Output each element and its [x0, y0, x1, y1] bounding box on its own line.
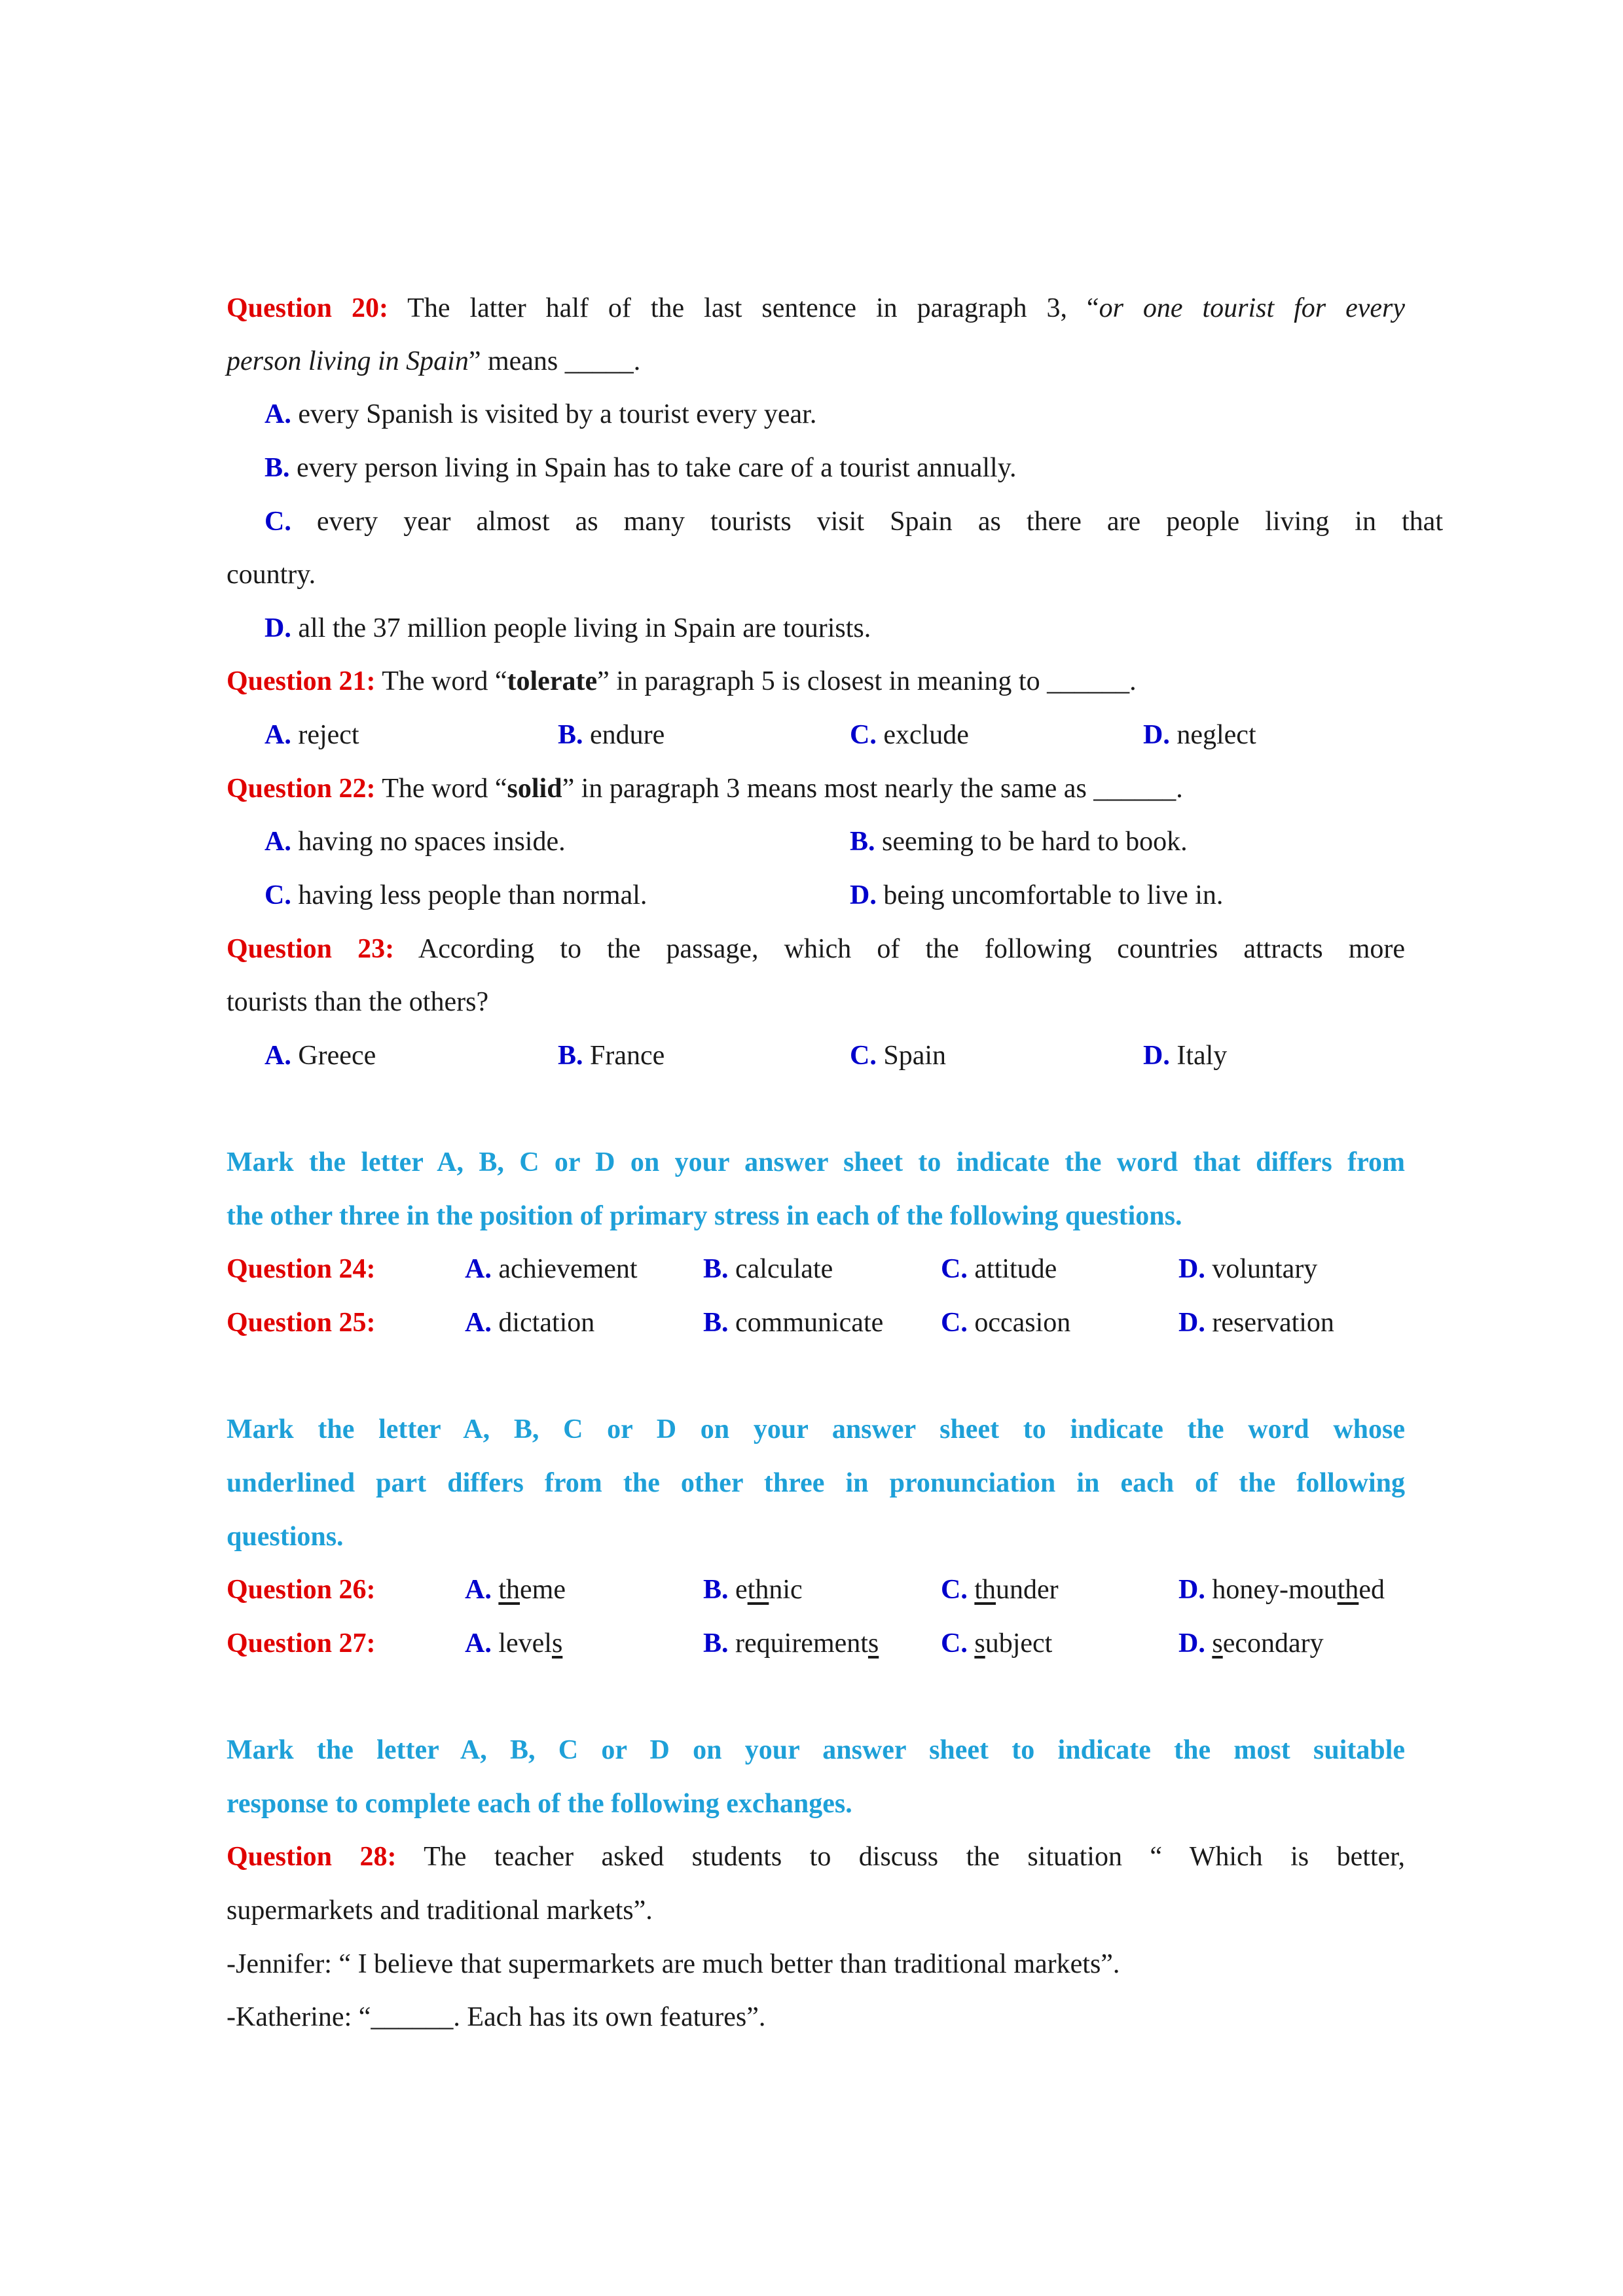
question-22-option-b[interactable]: B. seeming to be hard to book. — [850, 827, 1188, 857]
question-22-label: Question 22: — [227, 774, 376, 804]
question-21-option-b[interactable]: B. endure — [558, 720, 665, 750]
question-24-option-a[interactable]: A. achievement — [465, 1254, 638, 1284]
question-27-option-b[interactable]: B. requirements — [703, 1628, 879, 1659]
question-26-label: Question 26: — [227, 1575, 376, 1605]
question-27-option-c[interactable]: C. subject — [941, 1628, 1053, 1659]
question-27-option-d[interactable]: D. secondary — [1178, 1628, 1324, 1659]
question-25-label: Question 25: — [227, 1308, 376, 1338]
question-24-label: Question 24: — [227, 1254, 376, 1284]
question-20-option-a[interactable]: A. every Spanish is visited by a tourist every year. — [264, 399, 817, 429]
question-22-option-c[interactable]: C. having less people than normal. — [264, 880, 647, 910]
question-20-option-c[interactable]: C. every year almost as many tourists visit Spain as there are people living in that — [264, 507, 1443, 537]
question-21-label: Question 21: — [227, 666, 376, 696]
instruction-stress-line-2: the other three in the position of primary stress in each of the following questions. — [227, 1201, 1182, 1231]
question-22-option-a[interactable]: A. having no spaces inside. — [264, 827, 566, 857]
question-24-option-b[interactable]: B. calculate — [703, 1254, 833, 1284]
question-23-option-c[interactable]: C. Spain — [850, 1041, 947, 1071]
question-24-option-d[interactable]: D. voluntary — [1178, 1254, 1318, 1284]
question-25-option-d[interactable]: D. reservation — [1178, 1308, 1334, 1338]
question-24-option-c[interactable]: C. attitude — [941, 1254, 1057, 1284]
question-26-option-a[interactable]: A. theme — [465, 1575, 566, 1605]
question-20-option-b[interactable]: B. every person living in Spain has to take care of a tourist annually. — [264, 453, 1017, 483]
question-23-option-d[interactable]: D. Italy — [1143, 1041, 1228, 1071]
instruction-pronunciation-line-1: Mark the letter A, B, C or D on your answer sheet to indicate the word whose — [227, 1414, 1405, 1444]
question-28-label: Question 28: — [227, 1842, 397, 1872]
question-21-option-d[interactable]: D. neglect — [1143, 720, 1256, 750]
question-28-stem: Question 28: The teacher asked students to discuss the situation “ Which is better, — [227, 1842, 1405, 1872]
instruction-stress-line-1: Mark the letter A, B, C or D on your answer sheet to indicate the word that differs from — [227, 1147, 1405, 1177]
question-27-option-a[interactable]: A. levels — [465, 1628, 563, 1659]
question-22-stem: Question 22: The word “solid” in paragraph 3 means most nearly the same as ______. — [227, 774, 1183, 804]
instruction-exchanges-line-1: Mark the letter A, B, C or D on your answer sheet to indicate the most suitable — [227, 1735, 1405, 1765]
question-25-option-c[interactable]: C. occasion — [941, 1308, 1071, 1338]
question-23-stem-cont: tourists than the others? — [227, 987, 489, 1017]
question-28-katherine-line: -Katherine: “______. Each has its own features”. — [227, 2002, 766, 2032]
question-23-label: Question 23: — [227, 934, 395, 964]
instruction-pronunciation-line-2: underlined part differs from the other three in pronunciation in each of the following — [227, 1468, 1405, 1498]
question-27-label: Question 27: — [227, 1628, 376, 1659]
question-21-stem: Question 21: The word “tolerate” in paragraph 5 is closest in meaning to ______. — [227, 666, 1137, 696]
question-26-option-c[interactable]: C. thunder — [941, 1575, 1059, 1605]
question-20-stem: Question 20: The latter half of the last sentence in paragraph 3, “or one tourist for every — [227, 293, 1406, 323]
instruction-pronunciation-line-3: questions. — [227, 1522, 344, 1552]
question-25-option-a[interactable]: A. dictation — [465, 1308, 595, 1338]
question-21-option-a[interactable]: A. reject — [264, 720, 359, 750]
question-20-option-d[interactable]: D. all the 37 million people living in Spain are tourists. — [264, 613, 871, 643]
question-23-option-b[interactable]: B. France — [558, 1041, 665, 1071]
question-28-stem-cont: supermarkets and traditional markets”. — [227, 1895, 653, 1926]
question-20-stem-cont: person living in Spain” means _____. — [227, 346, 641, 376]
question-26-option-d[interactable]: D. honey-mouthed — [1178, 1575, 1385, 1605]
question-20-option-c-cont: country. — [227, 560, 316, 590]
question-23-stem: Question 23: According to the passage, which of the following countries attracts more — [227, 934, 1406, 964]
question-20-label: Question 20: — [227, 293, 388, 323]
instruction-exchanges-line-2: response to complete each of the following exchanges. — [227, 1789, 852, 1819]
question-22-option-d[interactable]: D. being uncomfortable to live in. — [850, 880, 1224, 910]
question-23-option-a[interactable]: A. Greece — [264, 1041, 376, 1071]
question-26-option-b[interactable]: B. ethnic — [703, 1575, 803, 1605]
question-21-option-c[interactable]: C. exclude — [850, 720, 969, 750]
question-25-option-b[interactable]: B. communicate — [703, 1308, 884, 1338]
question-28-jennifer-line: -Jennifer: “ I believe that supermarkets are much better than traditional markets”. — [227, 1949, 1120, 1979]
